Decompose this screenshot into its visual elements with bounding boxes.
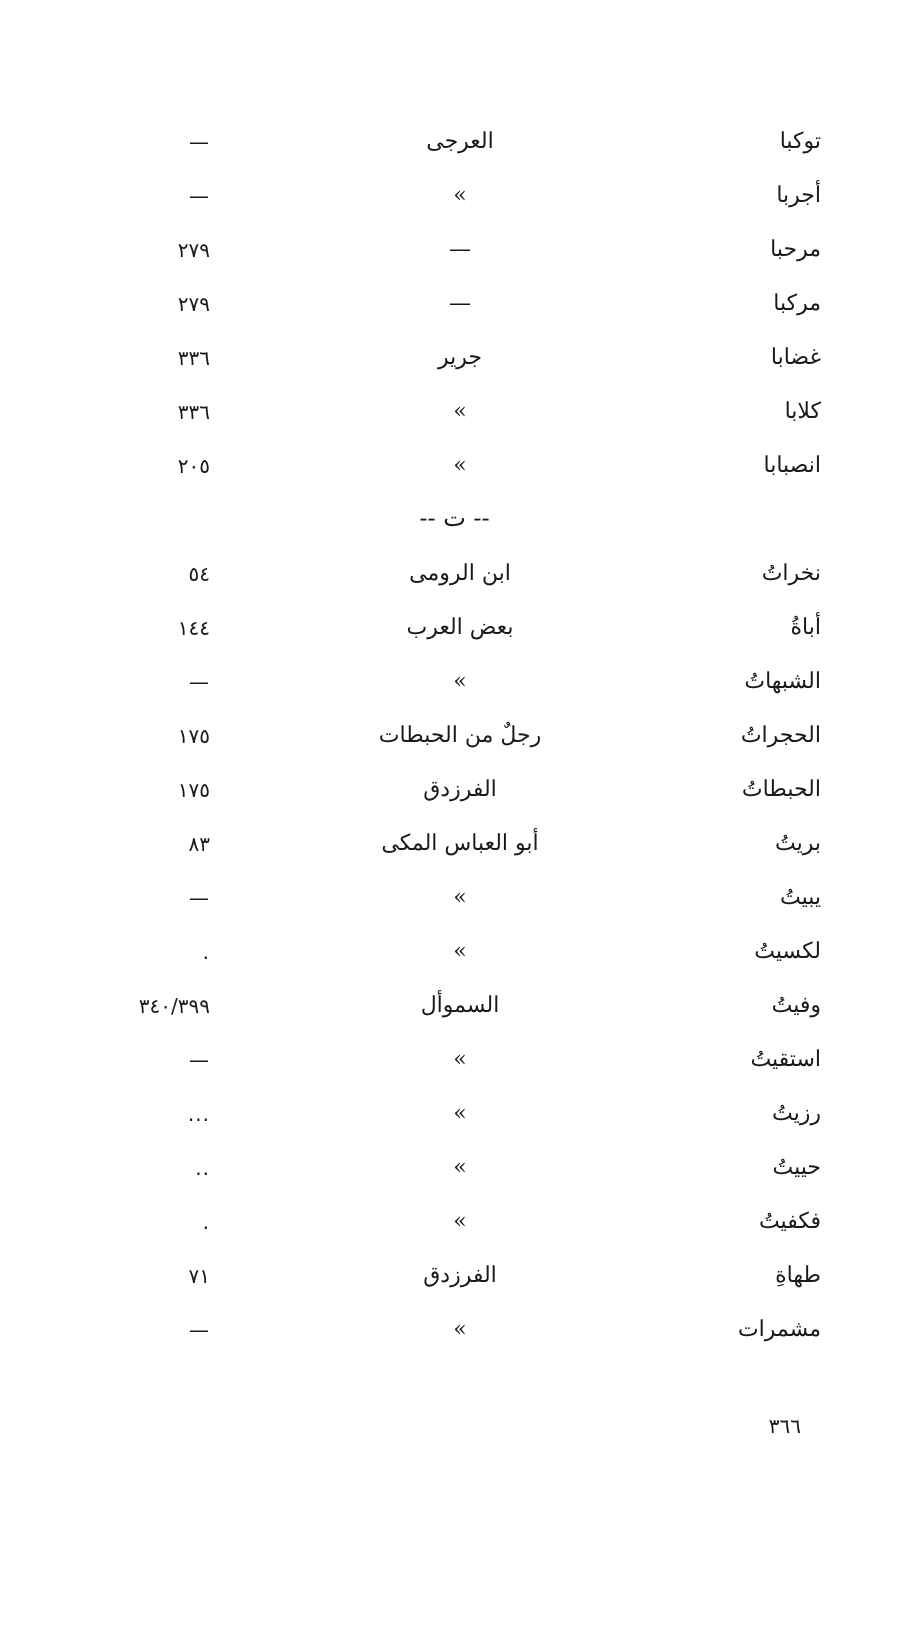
- index-row: [0, 1314, 909, 1368]
- index-row: [0, 1260, 909, 1314]
- index-row: [0, 396, 909, 450]
- poet-name: أبو العباس المكى: [381, 831, 539, 856]
- page-reference: .: [202, 940, 210, 964]
- rhyme-word: الحبطاتُ: [741, 777, 821, 802]
- page-reference: —: [189, 670, 210, 694]
- rhyme-word: مشمرات: [737, 1317, 821, 1342]
- rhyme-word: انصبابا: [763, 453, 821, 478]
- rhyme-word: رزيتُ: [772, 1101, 821, 1126]
- poet-name: »: [453, 183, 467, 208]
- rhyme-word: حييتُ: [772, 1155, 821, 1180]
- page-reference: .: [202, 1210, 210, 1234]
- rhyme-word: الحجراتُ: [740, 723, 821, 748]
- rhyme-word: كلابا: [784, 399, 821, 424]
- page-reference: ٥٤: [188, 562, 210, 586]
- poet-name: ابن الرومى: [409, 561, 511, 586]
- index-row: [0, 612, 909, 666]
- poet-name: الفرزدق: [423, 777, 497, 802]
- rhyme-word: مرحبا: [770, 237, 821, 262]
- page-reference: —: [189, 184, 210, 208]
- rhyme-word: وفيتُ: [771, 993, 821, 1018]
- rhyme-word: فكفيتُ: [758, 1209, 821, 1234]
- section-letter: -- ت --: [419, 504, 490, 532]
- rhyme-word: أجربا: [776, 183, 821, 208]
- poet-name: »: [453, 1317, 467, 1342]
- poet-name: »: [453, 453, 467, 478]
- index-row: [0, 990, 909, 1044]
- page-reference: ..: [195, 1156, 210, 1180]
- poet-name: جرير: [438, 345, 482, 370]
- poet-name: »: [453, 939, 467, 964]
- rhyme-word: الشبهاتُ: [744, 669, 821, 694]
- page-reference: ...: [187, 1102, 210, 1126]
- poet-name: بعض العرب: [406, 615, 514, 640]
- index-row: [0, 774, 909, 828]
- rhyme-word: طهاةِ: [775, 1263, 821, 1288]
- index-row: [0, 1098, 909, 1152]
- page-reference: ٢٧٩: [177, 238, 210, 262]
- index-row: [0, 234, 909, 288]
- rhyme-word: توكبا: [779, 129, 821, 154]
- section-heading: [0, 504, 909, 558]
- index-row: [0, 936, 909, 990]
- poet-name: »: [453, 1209, 467, 1234]
- page-reference: ٣٣٦: [177, 346, 210, 370]
- index-row: [0, 720, 909, 774]
- index-row: [0, 828, 909, 882]
- index-row: [0, 288, 909, 342]
- index-row: [0, 666, 909, 720]
- poet-name: السموأل: [420, 993, 500, 1018]
- poet-name: —: [449, 291, 471, 316]
- index-row: [0, 558, 909, 612]
- index-row: [0, 126, 909, 180]
- index-row: [0, 1152, 909, 1206]
- rhyme-word: يبيتُ: [779, 885, 821, 910]
- page-reference: ١٧٥: [177, 724, 210, 748]
- rhyme-index-table: [0, 126, 909, 1368]
- rhyme-word: أباةُ: [790, 615, 821, 640]
- page-reference: ١٧٥: [177, 778, 210, 802]
- page-reference: ٣٣٦: [177, 400, 210, 424]
- page-reference: ٢٠٥: [177, 454, 210, 478]
- poet-name: »: [453, 1101, 467, 1126]
- poet-name: »: [453, 669, 467, 694]
- poet-name: —: [449, 237, 471, 262]
- poet-name: »: [453, 885, 467, 910]
- rhyme-word: استقيتُ: [750, 1047, 821, 1072]
- page-reference: —: [189, 886, 210, 910]
- page-reference: —: [189, 130, 210, 154]
- rhyme-word: نخراتُ: [761, 561, 821, 586]
- page-reference: ٣٤٠/٣٩٩: [138, 994, 210, 1018]
- page-reference: —: [189, 1048, 210, 1072]
- poet-name: »: [453, 1047, 467, 1072]
- index-row: [0, 180, 909, 234]
- poet-name: »: [453, 399, 467, 424]
- page-number: ٣٦٦: [768, 1414, 801, 1438]
- page-reference: ٧١: [188, 1264, 210, 1288]
- poet-name: الفرزدق: [423, 1263, 497, 1288]
- page-reference: ٨٣: [188, 832, 210, 856]
- rhyme-word: مركبا: [773, 291, 821, 316]
- index-row: [0, 1206, 909, 1260]
- index-row: [0, 1044, 909, 1098]
- page-reference: ١٤٤: [177, 616, 210, 640]
- page-reference: —: [189, 1318, 210, 1342]
- rhyme-word: بريتُ: [775, 831, 821, 856]
- poet-name: العرجى: [426, 129, 494, 154]
- poet-name: رجلٌ من الحبطات: [378, 723, 542, 748]
- index-row: [0, 882, 909, 936]
- poet-name: »: [453, 1155, 467, 1180]
- index-row: [0, 450, 909, 504]
- rhyme-word: لكسيتُ: [754, 939, 821, 964]
- index-row: [0, 342, 909, 396]
- rhyme-word: غضابا: [770, 345, 821, 370]
- page-reference: ٢٧٩: [177, 292, 210, 316]
